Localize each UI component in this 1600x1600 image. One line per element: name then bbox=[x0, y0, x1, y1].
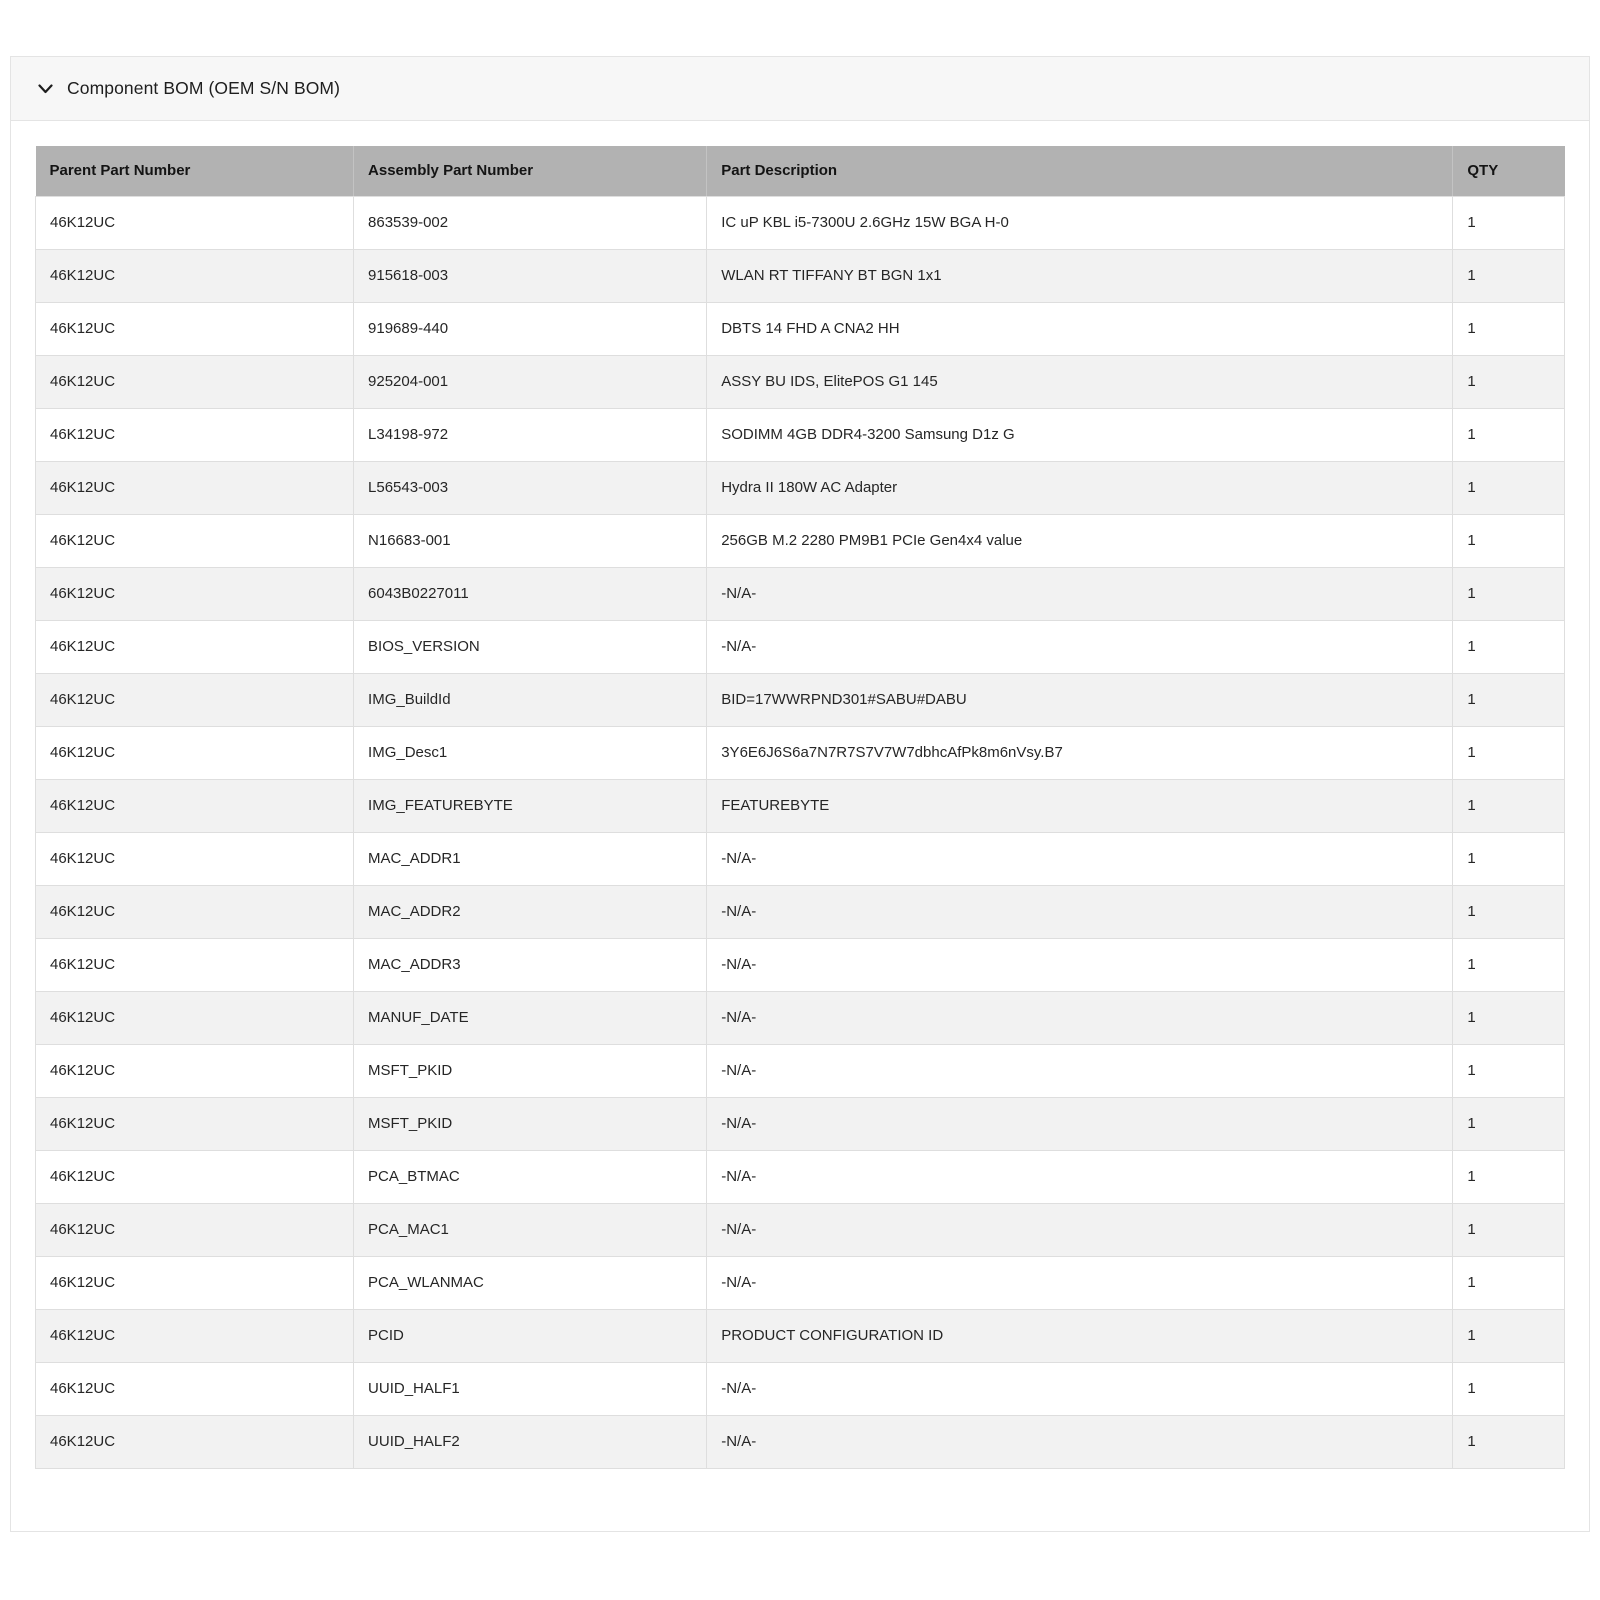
cell-assembly-part-number: PCA_WLANMAC bbox=[354, 1256, 707, 1309]
table-row bbox=[36, 1362, 1565, 1415]
cell-part-description: -N/A- bbox=[707, 1256, 1453, 1309]
cell-qty: 1 bbox=[1453, 1150, 1565, 1203]
table-row bbox=[36, 620, 1565, 673]
table-row bbox=[36, 461, 1565, 514]
table-row bbox=[36, 726, 1565, 779]
cell-assembly-part-number: PCA_MAC1 bbox=[354, 1203, 707, 1256]
cell-parent-part-number: 46K12UC bbox=[36, 302, 354, 355]
cell-parent-part-number: 46K12UC bbox=[36, 355, 354, 408]
table-row bbox=[36, 408, 1565, 461]
cell-qty: 1 bbox=[1453, 885, 1565, 938]
cell-qty: 1 bbox=[1453, 832, 1565, 885]
cell-part-description: -N/A- bbox=[707, 1415, 1453, 1468]
table-row bbox=[36, 779, 1565, 832]
cell-assembly-part-number: MAC_ADDR2 bbox=[354, 885, 707, 938]
cell-parent-part-number: 46K12UC bbox=[36, 1044, 354, 1097]
cell-part-description: -N/A- bbox=[707, 567, 1453, 620]
cell-parent-part-number: 46K12UC bbox=[36, 249, 354, 302]
table-header-row bbox=[36, 146, 1565, 196]
cell-parent-part-number: 46K12UC bbox=[36, 567, 354, 620]
chevron-down-icon[interactable] bbox=[37, 81, 53, 97]
cell-assembly-part-number: PCA_BTMAC bbox=[354, 1150, 707, 1203]
cell-part-description: -N/A- bbox=[707, 1362, 1453, 1415]
table-row bbox=[36, 1044, 1565, 1097]
cell-assembly-part-number: 863539-002 bbox=[354, 196, 707, 249]
cell-assembly-part-number: IMG_BuildId bbox=[354, 673, 707, 726]
cell-parent-part-number: 46K12UC bbox=[36, 991, 354, 1044]
cell-qty: 1 bbox=[1453, 1309, 1565, 1362]
cell-qty: 1 bbox=[1453, 355, 1565, 408]
cell-qty: 1 bbox=[1453, 991, 1565, 1044]
cell-qty: 1 bbox=[1453, 1415, 1565, 1468]
cell-parent-part-number: 46K12UC bbox=[36, 1150, 354, 1203]
cell-qty: 1 bbox=[1453, 514, 1565, 567]
cell-assembly-part-number: UUID_HALF1 bbox=[354, 1362, 707, 1415]
cell-parent-part-number: 46K12UC bbox=[36, 673, 354, 726]
cell-parent-part-number: 46K12UC bbox=[36, 779, 354, 832]
cell-part-description: DBTS 14 FHD A CNA2 HH bbox=[707, 302, 1453, 355]
cell-part-description: 3Y6E6J6S6a7N7R7S7V7W7dbhcAfPk8m6nVsy.B7 bbox=[707, 726, 1453, 779]
cell-assembly-part-number: MANUF_DATE bbox=[354, 991, 707, 1044]
bom-table-body bbox=[36, 196, 1565, 1468]
cell-qty: 1 bbox=[1453, 938, 1565, 991]
table-row bbox=[36, 991, 1565, 1044]
section-title: Component BOM (OEM S/N BOM) bbox=[67, 78, 341, 98]
cell-part-description: -N/A- bbox=[707, 1203, 1453, 1256]
table-row bbox=[36, 302, 1565, 355]
cell-assembly-part-number: PCID bbox=[354, 1309, 707, 1362]
cell-qty: 1 bbox=[1453, 779, 1565, 832]
cell-qty: 1 bbox=[1453, 620, 1565, 673]
cell-part-description: 256GB M.2 2280 PM9B1 PCIe Gen4x4 value bbox=[707, 514, 1453, 567]
bom-table bbox=[35, 146, 1565, 1469]
cell-part-description: ASSY BU IDS, ElitePOS G1 145 bbox=[707, 355, 1453, 408]
table-row bbox=[36, 196, 1565, 249]
cell-assembly-part-number: L34198-972 bbox=[354, 408, 707, 461]
component-bom-panel bbox=[10, 56, 1590, 1532]
table-row bbox=[36, 567, 1565, 620]
table-row bbox=[36, 938, 1565, 991]
col-header-assembly-part-number: Assembly Part Number bbox=[354, 146, 707, 196]
cell-qty: 1 bbox=[1453, 196, 1565, 249]
cell-parent-part-number: 46K12UC bbox=[36, 885, 354, 938]
table-row bbox=[36, 832, 1565, 885]
table-row bbox=[36, 673, 1565, 726]
cell-parent-part-number: 46K12UC bbox=[36, 1203, 354, 1256]
cell-assembly-part-number: MAC_ADDR3 bbox=[354, 938, 707, 991]
cell-part-description: -N/A- bbox=[707, 938, 1453, 991]
table-row bbox=[36, 355, 1565, 408]
cell-part-description: FEATUREBYTE bbox=[707, 779, 1453, 832]
cell-parent-part-number: 46K12UC bbox=[36, 832, 354, 885]
cell-assembly-part-number: L56543-003 bbox=[354, 461, 707, 514]
table-row bbox=[36, 1309, 1565, 1362]
cell-qty: 1 bbox=[1453, 408, 1565, 461]
table-row bbox=[36, 1203, 1565, 1256]
cell-part-description: Hydra II 180W AC Adapter bbox=[707, 461, 1453, 514]
cell-parent-part-number: 46K12UC bbox=[36, 1415, 354, 1468]
cell-assembly-part-number: IMG_Desc1 bbox=[354, 726, 707, 779]
cell-assembly-part-number: BIOS_VERSION bbox=[354, 620, 707, 673]
table-row bbox=[36, 885, 1565, 938]
cell-parent-part-number: 46K12UC bbox=[36, 620, 354, 673]
cell-qty: 1 bbox=[1453, 673, 1565, 726]
cell-part-description: -N/A- bbox=[707, 1044, 1453, 1097]
cell-qty: 1 bbox=[1453, 1256, 1565, 1309]
cell-part-description: PRODUCT CONFIGURATION ID bbox=[707, 1309, 1453, 1362]
cell-assembly-part-number: MSFT_PKID bbox=[354, 1097, 707, 1150]
cell-parent-part-number: 46K12UC bbox=[36, 461, 354, 514]
cell-qty: 1 bbox=[1453, 302, 1565, 355]
bom-table-container bbox=[11, 121, 1589, 1469]
table-row bbox=[36, 514, 1565, 567]
cell-part-description: -N/A- bbox=[707, 885, 1453, 938]
cell-qty: 1 bbox=[1453, 726, 1565, 779]
cell-parent-part-number: 46K12UC bbox=[36, 514, 354, 567]
cell-assembly-part-number: 919689-440 bbox=[354, 302, 707, 355]
col-header-qty: QTY bbox=[1453, 146, 1565, 196]
cell-qty: 1 bbox=[1453, 1097, 1565, 1150]
table-row bbox=[36, 1415, 1565, 1468]
cell-assembly-part-number: MSFT_PKID bbox=[354, 1044, 707, 1097]
cell-part-description: SODIMM 4GB DDR4-3200 Samsung D1z G bbox=[707, 408, 1453, 461]
component-bom-section-header[interactable] bbox=[11, 57, 1589, 121]
cell-part-description: WLAN RT TIFFANY BT BGN 1x1 bbox=[707, 249, 1453, 302]
cell-parent-part-number: 46K12UC bbox=[36, 938, 354, 991]
cell-parent-part-number: 46K12UC bbox=[36, 196, 354, 249]
cell-part-description: IC uP KBL i5-7300U 2.6GHz 15W BGA H-0 bbox=[707, 196, 1453, 249]
cell-parent-part-number: 46K12UC bbox=[36, 726, 354, 779]
col-header-part-description: Part Description bbox=[707, 146, 1453, 196]
cell-parent-part-number: 46K12UC bbox=[36, 1097, 354, 1150]
cell-qty: 1 bbox=[1453, 461, 1565, 514]
cell-qty: 1 bbox=[1453, 1203, 1565, 1256]
table-row bbox=[36, 249, 1565, 302]
cell-part-description: -N/A- bbox=[707, 620, 1453, 673]
cell-part-description: -N/A- bbox=[707, 1150, 1453, 1203]
cell-qty: 1 bbox=[1453, 249, 1565, 302]
cell-qty: 1 bbox=[1453, 1044, 1565, 1097]
cell-assembly-part-number: MAC_ADDR1 bbox=[354, 832, 707, 885]
cell-qty: 1 bbox=[1453, 1362, 1565, 1415]
cell-assembly-part-number: N16683-001 bbox=[354, 514, 707, 567]
cell-assembly-part-number: 6043B0227011 bbox=[354, 567, 707, 620]
cell-parent-part-number: 46K12UC bbox=[36, 1256, 354, 1309]
cell-part-description: -N/A- bbox=[707, 991, 1453, 1044]
cell-assembly-part-number: 915618-003 bbox=[354, 249, 707, 302]
cell-parent-part-number: 46K12UC bbox=[36, 408, 354, 461]
cell-parent-part-number: 46K12UC bbox=[36, 1309, 354, 1362]
table-row bbox=[36, 1097, 1565, 1150]
col-header-parent-part-number: Parent Part Number bbox=[36, 146, 354, 196]
cell-assembly-part-number: IMG_FEATUREBYTE bbox=[354, 779, 707, 832]
table-row bbox=[36, 1150, 1565, 1203]
cell-assembly-part-number: UUID_HALF2 bbox=[354, 1415, 707, 1468]
cell-assembly-part-number: 925204-001 bbox=[354, 355, 707, 408]
cell-qty: 1 bbox=[1453, 567, 1565, 620]
cell-part-description: -N/A- bbox=[707, 1097, 1453, 1150]
table-row bbox=[36, 1256, 1565, 1309]
cell-part-description: -N/A- bbox=[707, 832, 1453, 885]
cell-parent-part-number: 46K12UC bbox=[36, 1362, 354, 1415]
cell-part-description: BID=17WWRPND301#SABU#DABU bbox=[707, 673, 1453, 726]
